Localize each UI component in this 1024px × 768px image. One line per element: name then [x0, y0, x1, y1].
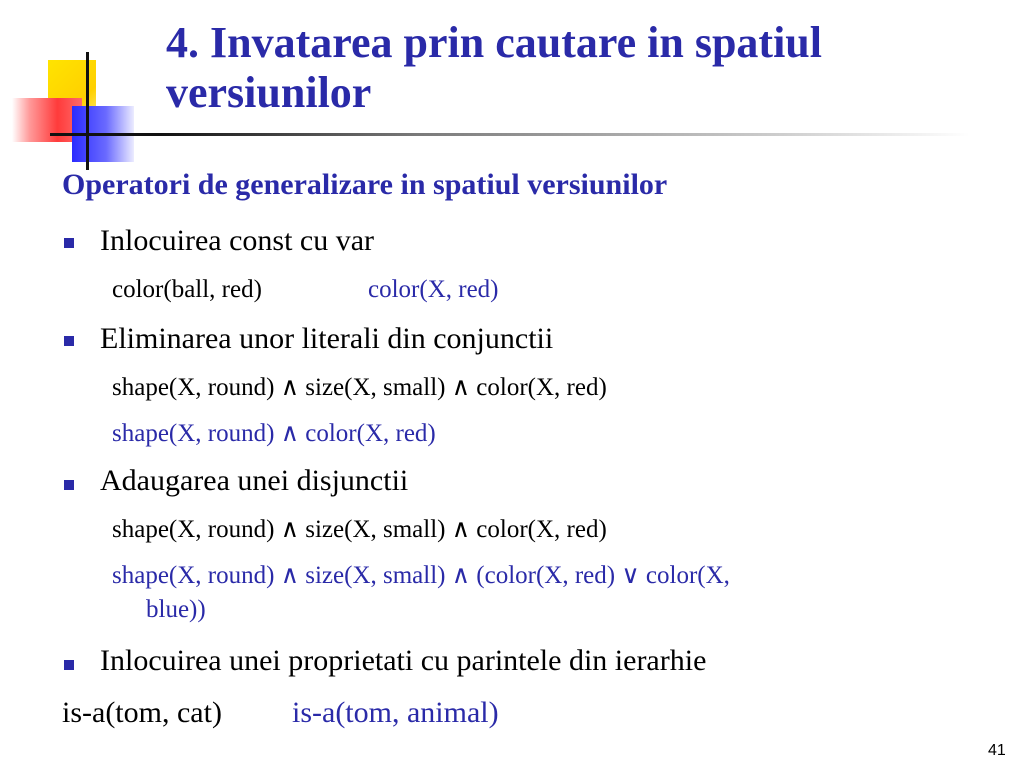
title-underline — [50, 133, 970, 136]
page-number: 41 — [988, 742, 1006, 759]
example-original: is-a(tom, cat) — [62, 696, 222, 729]
bullet-text: Eliminarea unor literali din conjunctii — [100, 322, 554, 355]
example-generalized: shape(X, round) ∧ color(X, red) — [112, 420, 436, 447]
example-original: color(ball, red) — [112, 276, 262, 303]
example-generalized-line-1: shape(X, round) ∧ size(X, small) ∧ (color(X, red) ∨ color(X, — [112, 562, 730, 589]
bullet-square-icon — [64, 660, 74, 670]
bullet-square-icon — [64, 336, 74, 346]
bullet-square-icon — [64, 480, 74, 490]
example-generalized-line-2: blue)) — [146, 596, 206, 623]
example-generalized: color(X, red) — [368, 276, 499, 303]
slide-title: 4. Invatarea prin cautare in spatiul versiunilor — [166, 18, 822, 117]
example-original: shape(X, round) ∧ size(X, small) ∧ color(X, red) — [112, 516, 607, 543]
slide-subheading: Operatori de generalizare in spatiul versiunilor — [62, 168, 668, 201]
example-generalized: is-a(tom, animal) — [292, 696, 499, 729]
example-original: shape(X, round) ∧ size(X, small) ∧ color(X, red) — [112, 374, 607, 401]
bullet-text: Inlocuirea unei proprietati cu parintele din ierarhie — [100, 644, 707, 677]
bullet-text: Inlocuirea const cu var — [100, 224, 375, 257]
bullet-text: Adaugarea unei disjunctii — [100, 464, 409, 497]
logo-vertical-line — [86, 52, 89, 170]
bullet-square-icon — [64, 238, 74, 248]
